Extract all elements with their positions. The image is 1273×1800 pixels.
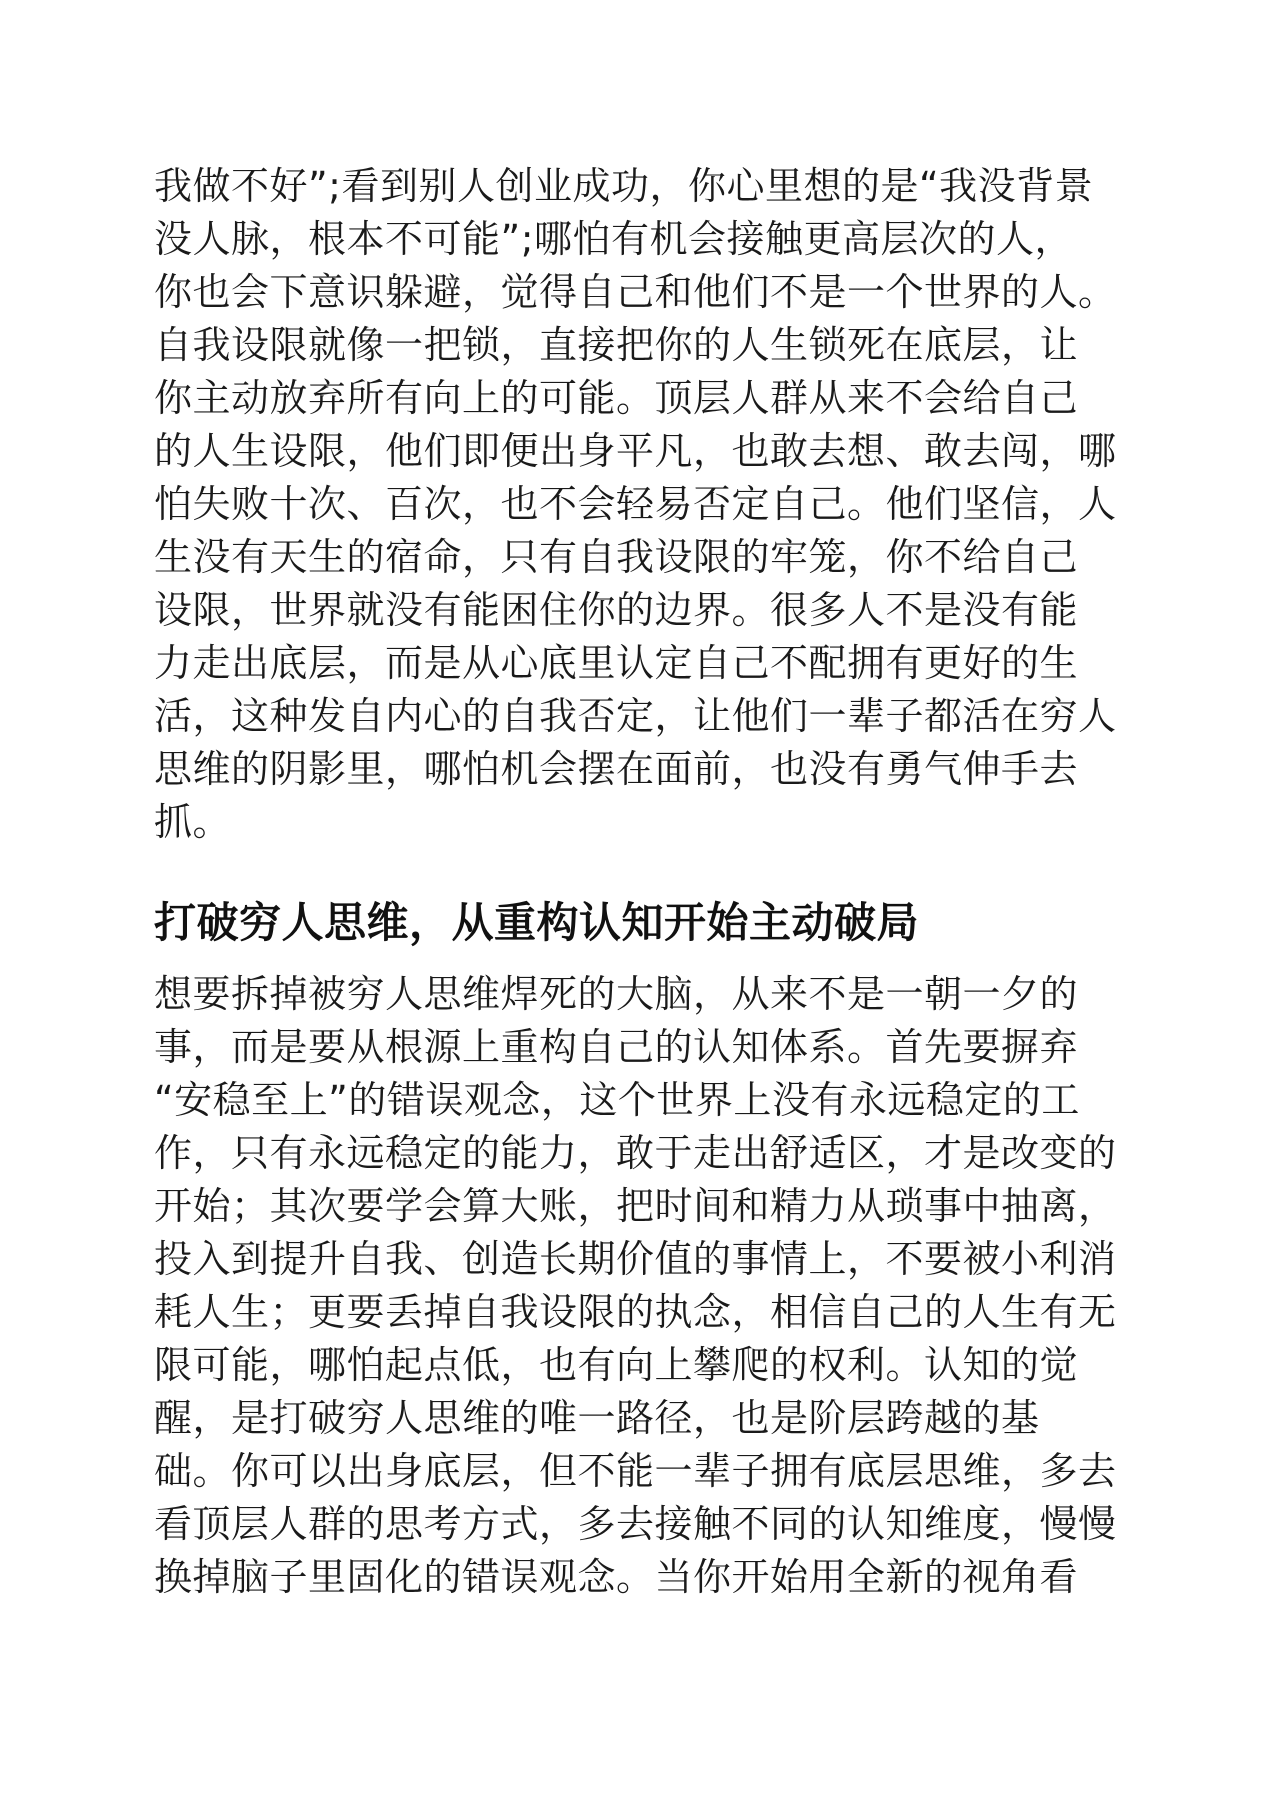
- paragraph-line: 看顶层人群的思考方式，多去接触不同的认知维度，慢慢: [154, 1502, 1117, 1546]
- paragraph-line: 想要拆掉被穷人思维焊死的大脑，从来不是一朝一夕的: [154, 972, 1079, 1016]
- paragraph-line: 你主动放弃所有向上的可能。顶层人群从来不会给自己: [154, 376, 1079, 420]
- paragraph-line: 活，这种发自内心的自我否定，让他们一辈子都活在穷人: [154, 694, 1117, 738]
- paragraph-line: 我做不好”;看到别人创业成功，你心里想的是“我没背景: [154, 164, 1094, 208]
- paragraph-line: 作，只有永远稳定的能力，敢于走出舒适区，才是改变的: [154, 1131, 1117, 1175]
- paragraph-line: 设限，世界就没有能困住你的边界。很多人不是没有能: [154, 588, 1079, 632]
- paragraph-line: 耗人生；更要丢掉自我设限的执念，相信自己的人生有无: [154, 1290, 1117, 1334]
- paragraph-line: “安稳至上”的错误观念，这个世界上没有永远稳定的工: [154, 1078, 1080, 1122]
- paragraph-2: [154, 968, 1117, 1604]
- paragraph-line: 思维的阴影里，哪怕机会摆在面前，也没有勇气伸手去: [154, 747, 1079, 791]
- paragraph-line: 投入到提升自我、创造长期价值的事情上，不要被小利消: [154, 1237, 1117, 1281]
- paragraph-line: 怕失败十次、百次，也不会轻易否定自己。他们坚信，人: [154, 482, 1117, 526]
- paragraph-1: [154, 160, 1117, 849]
- paragraph-line: 开始；其次要学会算大账，把时间和精力从琐事中抽离，: [154, 1184, 1117, 1228]
- paragraph-line: 醒，是打破穷人思维的唯一路径，也是阶层跨越的基: [154, 1396, 1040, 1440]
- paragraph-line: 抓。: [154, 800, 232, 844]
- paragraph-line: 事，而是要从根源上重构自己的认知体系。首先要摒弃: [154, 1025, 1079, 1069]
- paragraph-line: 础。你可以出身底层，但不能一辈子拥有底层思维，多去: [154, 1449, 1117, 1493]
- paragraph-line: 的人生设限，他们即便出身平凡，也敢去想、敢去闯，哪: [154, 429, 1117, 473]
- paragraph-line: 自我设限就像一把锁，直接把你的人生锁死在底层，让: [154, 323, 1079, 367]
- paragraph-line: 换掉脑子里固化的错误观念。当你开始用全新的视角看: [154, 1555, 1079, 1599]
- paragraph-line: 没人脉，根本不可能”;哪怕有机会接触更高层次的人，: [154, 217, 1073, 261]
- paragraph-line: 生没有天生的宿命，只有自我设限的牢笼，你不给自己: [154, 535, 1079, 579]
- paragraph-line: 限可能，哪怕起点低，也有向上攀爬的权利。认知的觉: [154, 1343, 1079, 1387]
- section-heading: 打破穷人思维，从重构认知开始主动破局: [154, 898, 920, 947]
- paragraph-line: 你也会下意识躲避，觉得自己和他们不是一个世界的人。: [154, 270, 1117, 314]
- paragraph-line: 力走出底层，而是从心底里认定自己不配拥有更好的生: [154, 641, 1079, 685]
